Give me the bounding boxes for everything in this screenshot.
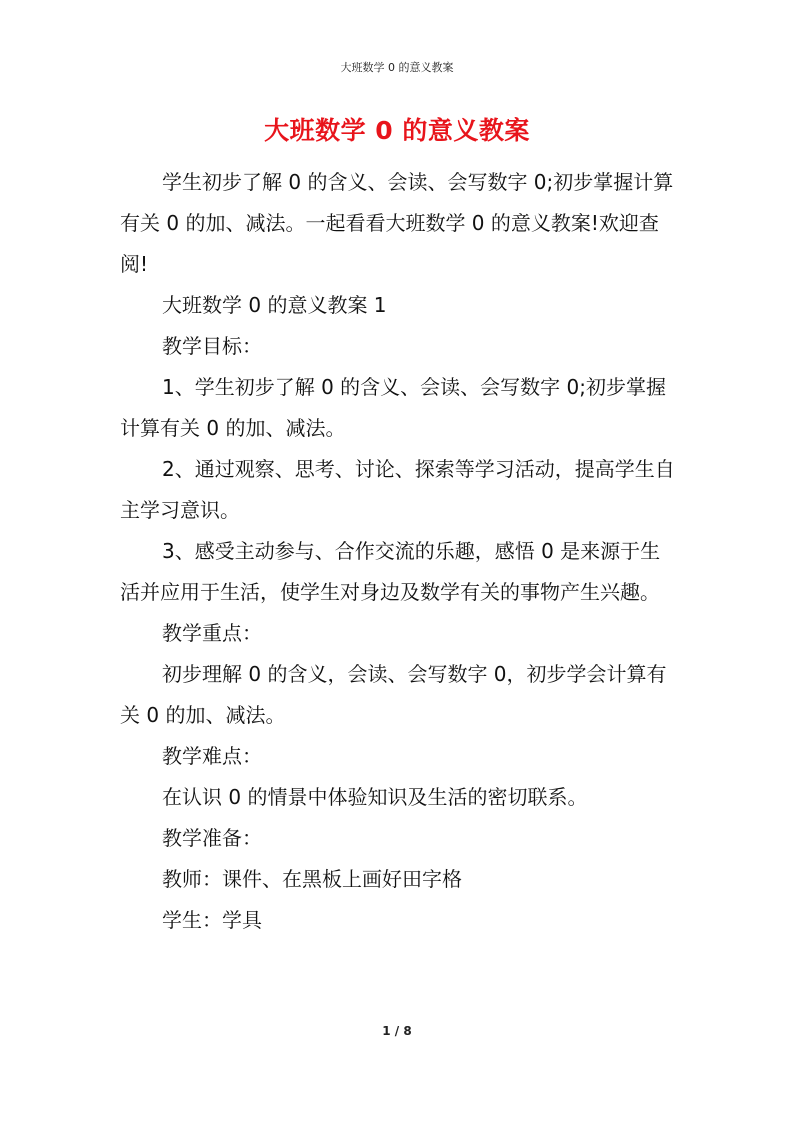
objectives-label: 教学目标： <box>162 334 262 358</box>
section-heading: 大班数学 0 的意义教案 1 <box>162 293 387 317</box>
intro-paragraph: 学生初步了解 0 的含义、会读、会写数字 0;初步掌握计算有关 0 的加、减法。一起看看大班数学 0 的意义教案!欢迎查阅! <box>120 170 674 276</box>
teacher-preparation: 教师：课件、在黑板上画好田字格 <box>162 867 462 891</box>
objective-item-3: 3、感受主动参与、合作交流的乐趣，感悟 0 是来源于生活并应用于生活，使学生对身边及数学有关的事物产生兴趣。 <box>120 539 661 604</box>
page-indicator: 1 / 8 <box>382 1024 412 1038</box>
document-title: 大班数学 0 的意义教案 <box>264 116 530 145</box>
key-points-text: 初步理解 0 的含义，会读、会写数字 0，初步学会计算有关 0 的加、减法。 <box>120 662 667 727</box>
student-preparation: 学生：学具 <box>162 908 262 932</box>
objective-item-1: 1、学生初步了解 0 的含义、会读、会写数字 0;初步掌握计算有关 0 的加、减法。 <box>120 375 666 440</box>
objective-item-2: 2、通过观察、思考、讨论、探索等学习活动，提高学生自主学习意识。 <box>120 457 675 522</box>
running-header: 大班数学 0 的意义教案 <box>340 61 454 74</box>
difficulty-text: 在认识 0 的情景中体验知识及生活的密切联系。 <box>162 785 588 809</box>
difficulty-label: 教学难点： <box>162 744 262 768</box>
preparation-label: 教学准备： <box>162 826 262 850</box>
key-points-label: 教学重点： <box>162 621 262 645</box>
document-body <box>120 162 676 941</box>
